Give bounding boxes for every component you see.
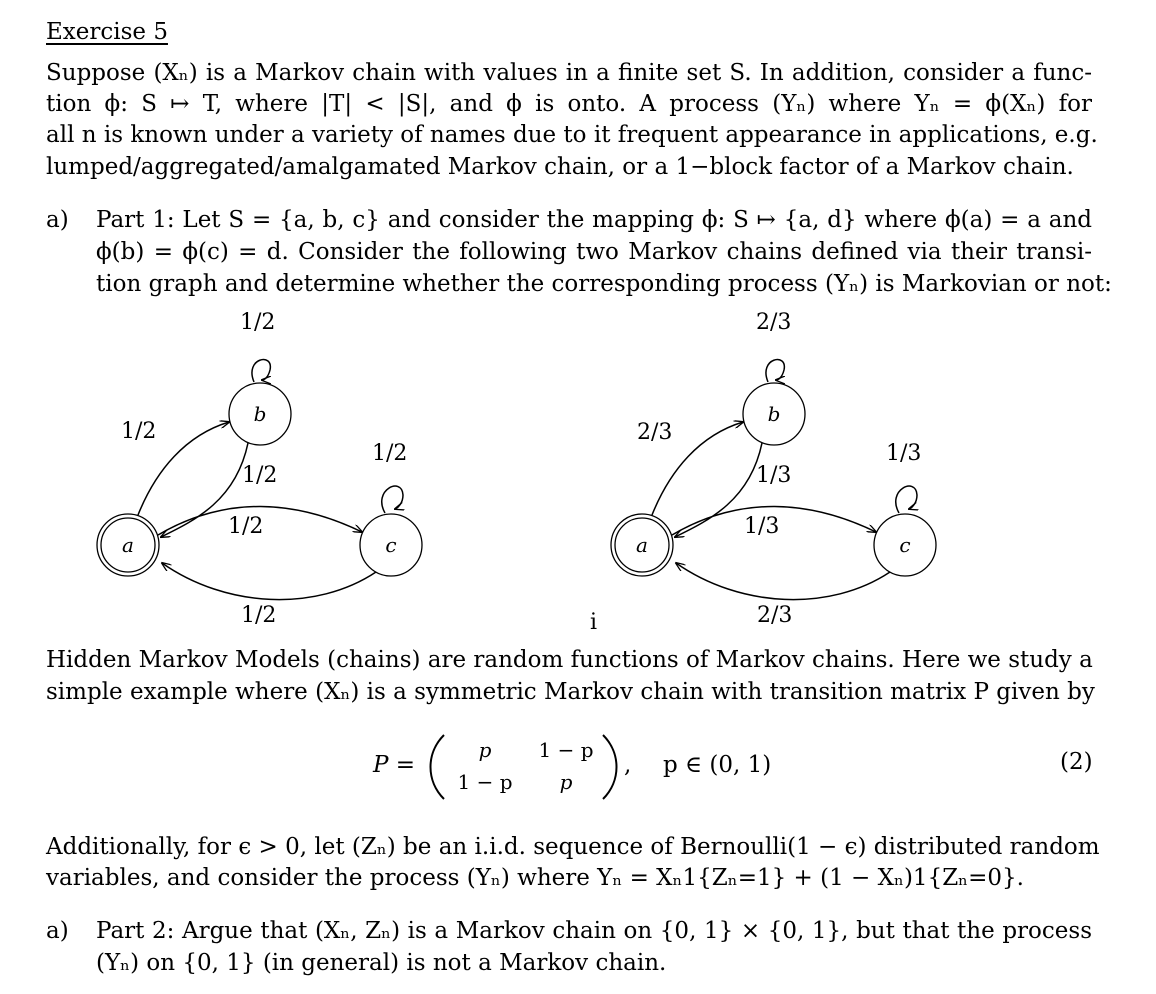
edge-label-c-loop: 1/2	[372, 441, 408, 466]
part2-line-1: Part 2: Argue that (Xₙ, Zₙ) is a Markov chain on {0, 1} × {0, 1}, but that the process	[96, 918, 1092, 944]
matrix-m12: 1 − p	[538, 738, 594, 762]
edge-label-b-loop: 2/3	[756, 310, 792, 335]
transition-matrix-equation	[370, 725, 1110, 805]
node-c-label: c	[385, 533, 397, 557]
node-b-label: b	[767, 402, 781, 426]
intro-line-4: lumped/aggregated/amalgamated Markov chain, or a 1−block factor of a Markov chain.	[46, 154, 1074, 180]
node-c-label: c	[899, 533, 911, 557]
edge-label-b-loop: 1/2	[240, 310, 276, 335]
part2-label: a)	[46, 918, 69, 944]
edge-c-to-a	[676, 563, 890, 600]
edge-label-b-to-a: 1/2	[242, 463, 278, 488]
node-a-label: a	[122, 533, 134, 557]
part1-line-2: ϕ(b) = ϕ(c) = d. Consider the following two Markov chains defined via their transi-	[96, 239, 1092, 265]
node-b-label: b	[253, 402, 267, 426]
matrix-m21: 1 − p	[457, 770, 513, 794]
edge-label-a-to-c: 1/3	[744, 514, 780, 539]
edge-label-c-to-a: 1/2	[241, 603, 277, 628]
part1-line-1: Part 1: Let S = {a, b, c} and consider the mapping ϕ: S ↦ {a, d} where ϕ(a) = a and	[96, 207, 1092, 233]
part1-line-3: tion graph and determine whether the corresponding process (Yₙ) is Markovian or not:	[96, 271, 1112, 297]
additional-line-2: variables, and consider the process (Yₙ) where Yₙ = Xₙ1{Zₙ=1} + (1 − Xₙ)1{Zₙ=0}.	[46, 865, 1024, 891]
matrix-right-paren	[603, 735, 617, 799]
edge-b-loop	[252, 360, 270, 382]
exercise-title: Exercise 5	[46, 19, 168, 45]
edge-c-loop	[382, 486, 403, 513]
edge-b-loop	[766, 360, 784, 382]
additional-line-1: Additionally, for ϵ > 0, let (Zₙ) be an i.i.d. sequence of Bernoulli(1 − ϵ) distributed random	[46, 834, 1100, 860]
edge-label-c-to-a: 2/3	[757, 603, 793, 628]
intro-line-2: tion ϕ: S ↦ T, where |T| < |S|, and ϕ is onto. A process (Yₙ) where Yₙ = ϕ(Xₙ) for	[46, 91, 1092, 117]
transition-graph-2	[600, 300, 960, 630]
edge-label-c-loop: 1/3	[886, 441, 922, 466]
edge-label-a-to-b: 1/2	[121, 419, 157, 444]
equation-number: (2)	[1060, 749, 1093, 775]
edge-label-a-to-b: 2/3	[637, 420, 673, 445]
transition-graph-1	[86, 300, 446, 630]
edge-label-a-to-c: 1/2	[228, 514, 264, 539]
node-a-label: a	[636, 533, 648, 557]
hmm-line-2: simple example where (Xₙ) is a symmetric Markov chain with transition matrix P given by	[46, 679, 1095, 705]
edge-label-b-to-a: 1/3	[756, 463, 792, 488]
hmm-line-1: Hidden Markov Models (chains) are random functions of Markov chains. Here we study a	[46, 647, 1093, 673]
part2-line-2: (Yₙ) on {0, 1} (in general) is not a Markov chain.	[96, 950, 667, 976]
matrix-left-paren	[431, 735, 445, 799]
intro-line-3: all n is known under a variety of names due to it frequent appearance in applications, e.g.	[46, 122, 1098, 148]
intro-line-1: Suppose (Xₙ) is a Markov chain with values in a finite set S. In addition, consider a func-	[46, 60, 1092, 86]
matrix-m22: p	[559, 770, 573, 794]
matrix-lhs: P =	[373, 752, 416, 778]
part1-label: a)	[46, 207, 69, 233]
stray-mark: i	[590, 610, 598, 635]
matrix-m11: p	[478, 738, 492, 762]
edge-c-to-a	[162, 563, 376, 600]
matrix-condition: p ∈ (0, 1)	[663, 752, 772, 778]
matrix-comma: ,	[624, 752, 632, 778]
edge-c-loop	[896, 486, 917, 513]
